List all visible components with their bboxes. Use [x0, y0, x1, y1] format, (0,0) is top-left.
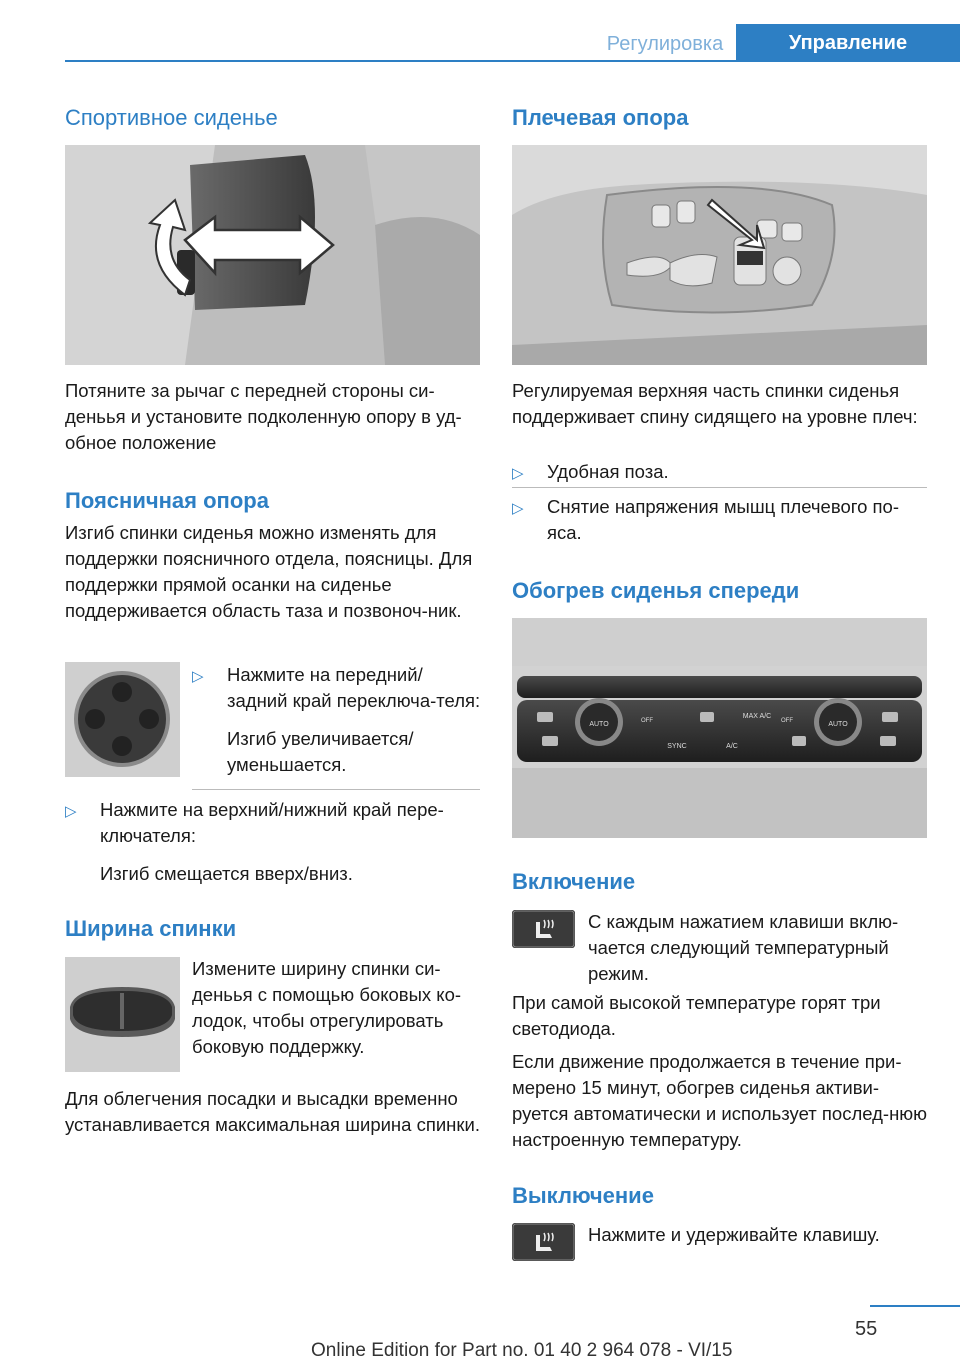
shoulder-item-2: ▷ Снятие напряжения мышц плечевого по-яса. — [512, 496, 899, 543]
header-section: Регулировка — [606, 33, 724, 55]
off-label-right: OFF — [781, 718, 793, 724]
edition-text: Online Edition for Part no. 01 40 2 964 078 - VI/15 — [311, 1340, 733, 1361]
lumbar-divider-1 — [192, 789, 480, 790]
lumbar-item-2-result: Изгиб смещается вверх/вниз. — [100, 863, 353, 884]
lumbar-item-1-result: Изгиб увеличивается/уменьшается. — [227, 728, 414, 775]
lumbar-title: Поясничная опора — [65, 488, 269, 513]
shoulder-item-1: ▷ Удобная поза. — [512, 459, 932, 485]
bullet-triangle-icon: ▷ — [512, 500, 524, 517]
lumbar-text: Изгиб спинки сиденья можно изменять для поддержки поясничного отдела, поясницы. Для поддержки прямой осанки на сиденье поддерживается область таза и позвоноч-ник. — [65, 522, 473, 621]
max-ac-label: MAX A/C — [742, 713, 772, 720]
shoulder-figure — [512, 145, 927, 365]
bullet-triangle-icon: ▷ — [192, 668, 204, 685]
width-title: Ширина спинки — [65, 916, 237, 941]
header-rule — [65, 60, 960, 62]
ac-label: A/C — [726, 743, 738, 750]
bullet-triangle-icon: ▷ — [512, 465, 524, 482]
bullet-triangle-icon: ▷ — [65, 803, 77, 820]
header-chapter: Управление — [736, 24, 960, 62]
width-text: Измените ширину спинки си-деньья с помощью боковых ко-лодок, чтобы отрегулировать боковую поддержку. — [192, 958, 462, 1057]
lumbar-item-2: ▷ Нажмите на верхний/нижний край пере-ключателя: Изгиб смещается вверх/вниз. — [65, 797, 485, 887]
auto-label-right: AUTO — [828, 721, 848, 728]
footer-rule — [870, 1305, 960, 1307]
seat-heating-button-icon — [512, 1223, 575, 1261]
sport-seat-text: Потяните за рычаг с передней стороны си-деньья и установите подколенную опору в уд-обное положение — [65, 380, 462, 453]
heating-off-text: Нажмите и удерживайте клавишу. — [588, 1224, 880, 1245]
climate-panel-figure — [512, 618, 927, 838]
width-switch-figure — [65, 957, 180, 1072]
heating-on-title: Включение — [512, 869, 636, 894]
off-label-left: OFF — [641, 718, 653, 724]
shoulder-text: Регулируемая верхняя часть спинки сиденья поддерживает спину сидящего на уровне плеч: — [512, 380, 918, 427]
shoulder-divider — [512, 487, 927, 488]
auto-label-left: AUTO — [589, 721, 609, 728]
heating-on-text-3: Если движение продолжается в течение при-мерено 15 минут, обогрев сиденья активи-руется автоматически и использует послед-нюю настроенную температуру. — [512, 1051, 928, 1150]
sport-seat-title: Спортивное сиденье — [65, 105, 278, 130]
heating-on-text: С каждым нажатием клавиши вклю-чается следующий температурный режим. — [588, 911, 899, 984]
sport-seat-figure — [65, 145, 480, 365]
heating-off-title: Выключение — [512, 1183, 654, 1208]
seat-heating-button-icon — [512, 910, 575, 948]
heating-title: Обогрев сиденья спереди — [512, 578, 800, 603]
lumbar-item-1: ▷ Нажмите на передний/задний край переключа-теля: Изгиб увеличивается/уменьшается. — [192, 662, 482, 778]
heating-on-text-2: При самой высокой температуре горят три светодиода. — [512, 992, 881, 1039]
sync-label: SYNC — [667, 743, 687, 750]
lumbar-switch-figure — [65, 662, 180, 777]
page-number: 55 — [855, 1318, 878, 1340]
shoulder-title: Плечевая опора — [512, 105, 689, 130]
width-text-2: Для облегчения посадки и высадки временно устанавливается максимальная ширина спинки. — [65, 1088, 480, 1135]
